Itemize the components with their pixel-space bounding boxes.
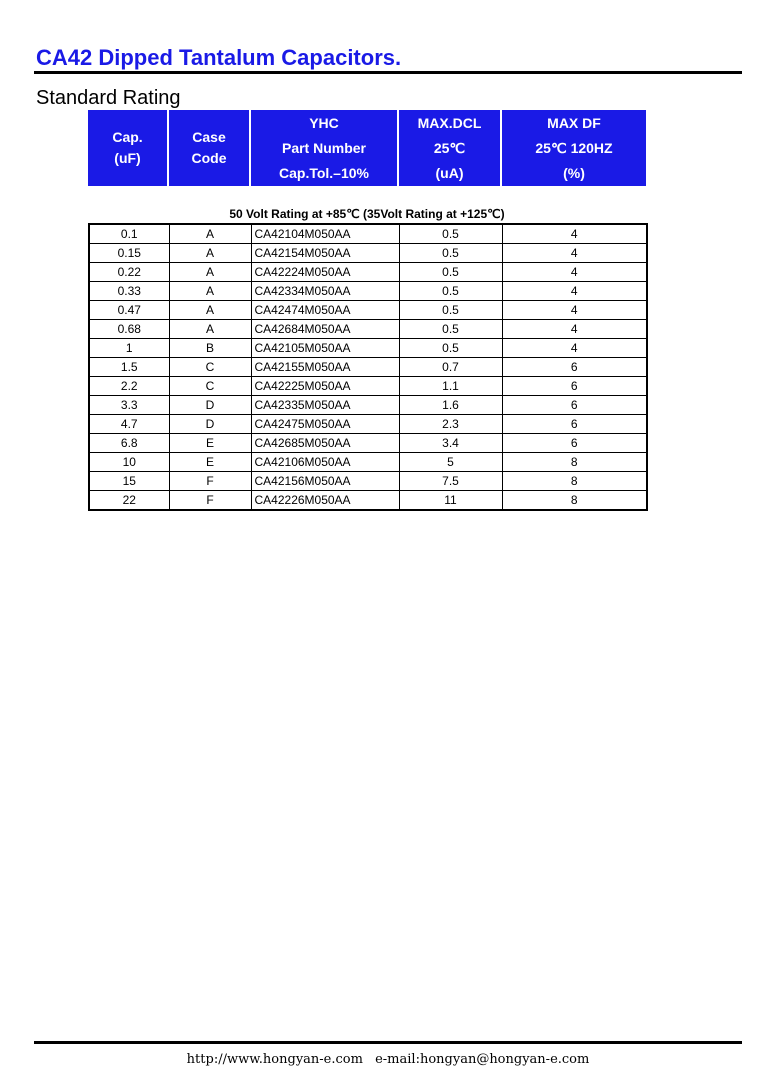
rating-subtitle: 50 Volt Rating at +85℃ (35Volt Rating at +125℃) [229, 207, 505, 221]
cell-case: A [169, 320, 251, 339]
cell-df: 4 [502, 282, 647, 301]
cell-part: CA42106M050AA [251, 453, 399, 472]
cell-cap: 1.5 [89, 358, 169, 377]
header-part-line1: YHC [309, 115, 339, 131]
title-divider [34, 71, 742, 74]
cell-cap: 22 [89, 491, 169, 511]
cell-cap: 1 [89, 339, 169, 358]
table-row [89, 301, 647, 320]
cell-dcl: 7.5 [399, 472, 502, 491]
cell-case: F [169, 491, 251, 511]
cell-part: CA42334M050AA [251, 282, 399, 301]
cell-case: E [169, 434, 251, 453]
cell-part: CA42105M050AA [251, 339, 399, 358]
header-dcl-line3: (uA) [435, 165, 464, 181]
table-row [89, 244, 647, 263]
footer-email[interactable]: e-mail:hongyan@hongyan-e.com [375, 1052, 590, 1067]
cell-part: CA42225M050AA [251, 377, 399, 396]
header-part-line2: Part Number [281, 140, 367, 156]
header-max-df [502, 110, 646, 186]
cell-case: C [169, 377, 251, 396]
cell-cap: 2.2 [89, 377, 169, 396]
cell-cap: 10 [89, 453, 169, 472]
cell-dcl: 1.6 [399, 396, 502, 415]
cell-dcl: 0.5 [399, 244, 502, 263]
footer-website[interactable]: http://www.hongyan-e.com [186, 1052, 363, 1067]
table-row [89, 358, 647, 377]
cell-case: E [169, 453, 251, 472]
header-part-line3: Cap.Tol.–10% [279, 165, 369, 181]
page-title: CA42 Dipped Tantalum Capacitors. [36, 45, 402, 70]
cell-dcl: 3.4 [399, 434, 502, 453]
header-df-line2: 25℃ 120HZ [535, 140, 613, 156]
header-dcl-line2: 25℃ [433, 140, 466, 156]
cell-cap: 0.15 [89, 244, 169, 263]
cell-cap: 6.8 [89, 434, 169, 453]
cell-case: D [169, 415, 251, 434]
header-cap [88, 110, 167, 186]
cell-part: CA42154M050AA [251, 244, 399, 263]
cell-df: 4 [502, 339, 647, 358]
cell-df: 6 [502, 415, 647, 434]
table-row [89, 320, 647, 339]
cell-case: A [169, 282, 251, 301]
cell-cap: 15 [89, 472, 169, 491]
cell-part: CA42156M050AA [251, 472, 399, 491]
cell-df: 4 [502, 301, 647, 320]
cell-dcl: 0.5 [399, 224, 502, 244]
header-cap-line1: Cap. [112, 129, 143, 145]
cell-case: A [169, 301, 251, 320]
table-row [89, 472, 647, 491]
cell-dcl: 0.5 [399, 263, 502, 282]
cell-case: A [169, 224, 251, 244]
table-row [89, 282, 647, 301]
rating-table-body [89, 224, 647, 510]
cell-dcl: 0.5 [399, 282, 502, 301]
table-row [89, 377, 647, 396]
cell-cap: 0.1 [89, 224, 169, 244]
table-header [88, 110, 646, 186]
cell-case: F [169, 472, 251, 491]
table-row [89, 491, 647, 511]
table-row [89, 434, 647, 453]
cell-df: 4 [502, 320, 647, 339]
header-case-line2: Code [191, 150, 227, 166]
cell-case: A [169, 263, 251, 282]
section-title: Standard Rating [36, 87, 181, 109]
cell-dcl: 5 [399, 453, 502, 472]
cell-cap: 3.3 [89, 396, 169, 415]
header-df-line1: MAX DF [547, 115, 601, 131]
cell-part: CA42335M050AA [251, 396, 399, 415]
cell-df: 6 [502, 434, 647, 453]
table-row [89, 415, 647, 434]
cell-cap: 0.33 [89, 282, 169, 301]
table-row [89, 224, 647, 244]
header-cap-line2: (uF) [114, 150, 141, 166]
cell-df: 6 [502, 396, 647, 415]
cell-case: A [169, 244, 251, 263]
cell-dcl: 0.5 [399, 320, 502, 339]
cell-dcl: 1.1 [399, 377, 502, 396]
header-part-number [251, 110, 397, 186]
cell-part: CA42474M050AA [251, 301, 399, 320]
cell-part: CA42475M050AA [251, 415, 399, 434]
footer [0, 1051, 776, 1069]
table-row [89, 396, 647, 415]
cell-dcl: 0.5 [399, 301, 502, 320]
cell-cap: 4.7 [89, 415, 169, 434]
cell-cap: 0.68 [89, 320, 169, 339]
cell-part: CA42104M050AA [251, 224, 399, 244]
header-case [169, 110, 249, 186]
table-row [89, 263, 647, 282]
cell-part: CA42224M050AA [251, 263, 399, 282]
table-row [89, 453, 647, 472]
cell-dcl: 0.5 [399, 339, 502, 358]
cell-cap: 0.47 [89, 301, 169, 320]
cell-df: 4 [502, 224, 647, 244]
cell-dcl: 0.7 [399, 358, 502, 377]
cell-df: 4 [502, 244, 647, 263]
cell-df: 8 [502, 472, 647, 491]
header-max-dcl [399, 110, 500, 186]
table-row [89, 339, 647, 358]
cell-part: CA42684M050AA [251, 320, 399, 339]
cell-df: 6 [502, 358, 647, 377]
cell-case: D [169, 396, 251, 415]
cell-case: B [169, 339, 251, 358]
rating-table [88, 223, 648, 511]
cell-df: 6 [502, 377, 647, 396]
cell-part: CA42685M050AA [251, 434, 399, 453]
cell-cap: 0.22 [89, 263, 169, 282]
cell-case: C [169, 358, 251, 377]
cell-dcl: 2.3 [399, 415, 502, 434]
cell-dcl: 11 [399, 491, 502, 511]
header-df-line3: (%) [563, 165, 585, 181]
header-dcl-line1: MAX.DCL [417, 115, 482, 131]
header-case-line1: Case [192, 129, 226, 145]
footer-divider [34, 1041, 742, 1044]
cell-df: 8 [502, 491, 647, 511]
cell-df: 4 [502, 263, 647, 282]
cell-part: CA42226M050AA [251, 491, 399, 511]
cell-df: 8 [502, 453, 647, 472]
cell-part: CA42155M050AA [251, 358, 399, 377]
